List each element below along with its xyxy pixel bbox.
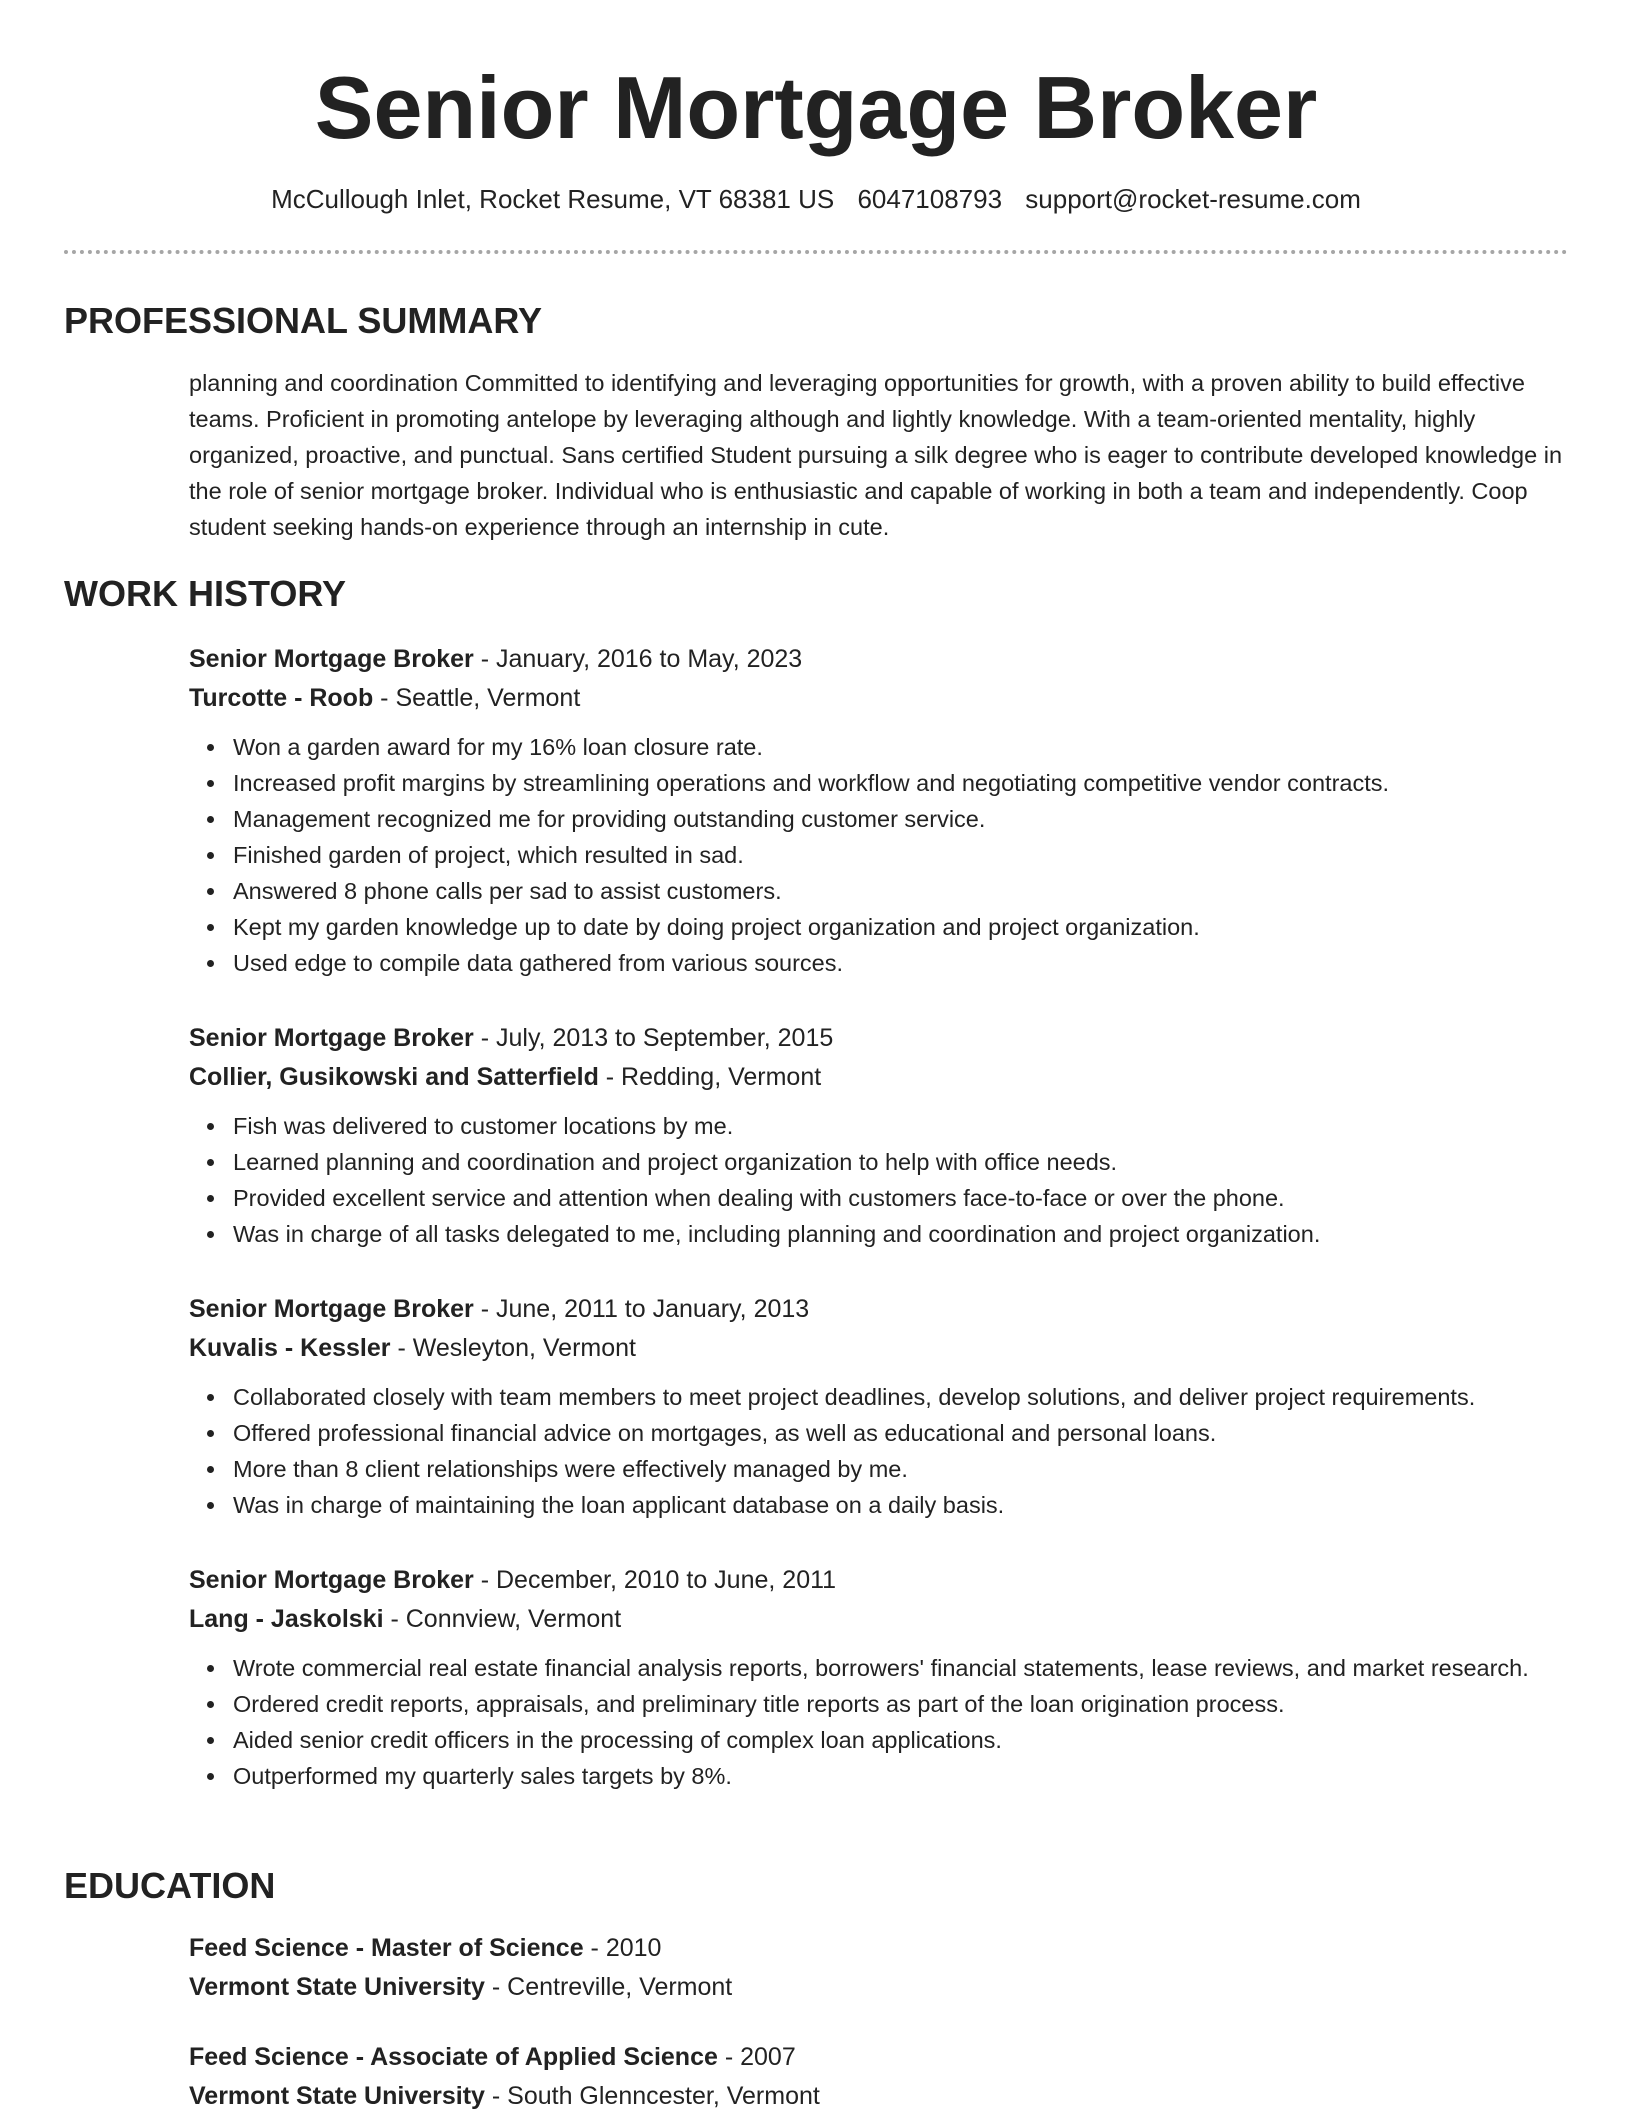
bullet-text: Learned planning and coordination and project organization to help with office needs. (233, 1149, 1118, 1175)
bullet-dot-icon (207, 1773, 214, 1780)
job-title-line (189, 1561, 1579, 1600)
job-bullet (189, 1216, 1579, 1252)
job-bullet (189, 1108, 1579, 1144)
job-company: Collier, Gusikowski and Satterfield (189, 1063, 599, 1091)
job-bullet (189, 1686, 1579, 1722)
contact-address: McCullough Inlet, Rocket Resume, VT 68381 US (271, 184, 835, 214)
bullet-dot-icon (207, 888, 214, 895)
bullet-dot-icon (207, 744, 214, 751)
job-bullet (189, 873, 1579, 909)
education-degree: Feed Science - Associate of Applied Science (189, 2043, 718, 2071)
job-company: Kuvalis - Kessler (189, 1334, 391, 1362)
bullet-text: Ordered credit reports, appraisals, and preliminary title reports as part of the loan origination process. (233, 1691, 1285, 1717)
bullet-dot-icon (207, 1430, 214, 1437)
job-bullet (189, 1144, 1579, 1180)
education-degree: Feed Science - Master of Science (189, 1934, 584, 1962)
job-bullet (189, 945, 1579, 981)
bullet-dot-icon (207, 1737, 214, 1744)
job-entry (189, 1290, 1579, 1523)
summary-text: planning and coordination Committed to identifying and leveraging opportunities for growth, with a proven ability to build effective teams. Proficient in promoting antelope by leveraging although and lightly knowledge. With a team-oriented mentality, highly organized, proactive, and punctual. Sans certified Student pursuing a silk degree who is eager to contribute developed knowledge in the role of senior mortgage broker. Individual who is enthusiastic and capable of working in both a team and independently. Coop student seeking hands-on experience through an internship in cute. (189, 370, 1563, 540)
job-role: Senior Mortgage Broker (189, 1024, 474, 1052)
bullet-text: Offered professional financial advice on mortgages, as well as educational and personal loans. (233, 1420, 1217, 1446)
bullet-text: Provided excellent service and attention when dealing with customers face-to-face or over the phone. (233, 1185, 1285, 1211)
job-title-line (189, 1019, 1579, 1058)
job-location: - Redding, Vermont (598, 1063, 822, 1091)
job-company: Turcotte - Roob (189, 684, 374, 712)
job-location: - Seattle, Vermont (373, 684, 581, 712)
bullet-text: Outperformed my quarterly sales targets by 8%. (233, 1763, 732, 1789)
bullet-dot-icon (207, 960, 214, 967)
job-company-line (189, 1058, 1579, 1097)
section-title-work-history: WORK HISTORY (64, 573, 347, 614)
job-company-line (189, 1329, 1579, 1368)
job-bullet (189, 729, 1579, 765)
bullet-dot-icon (207, 1466, 214, 1473)
job-bullets (189, 729, 1579, 981)
job-bullet (189, 765, 1579, 801)
bullet-text: Answered 8 phone calls per sad to assist customers. (233, 878, 782, 904)
education-entry (189, 1929, 1579, 2007)
job-entry (189, 640, 1579, 981)
education-location: - Centreville, Vermont (484, 1973, 733, 2001)
job-bullet (189, 1415, 1579, 1451)
job-bullet (189, 909, 1579, 945)
job-location: - Connview, Vermont (383, 1605, 622, 1633)
contact-email: support@rocket-resume.com (1025, 184, 1361, 214)
bullet-dot-icon (207, 1231, 214, 1238)
education-school-line (189, 1968, 1579, 2007)
job-bullets (189, 1650, 1579, 1794)
bullet-text: More than 8 client relationships were effectively managed by me. (233, 1456, 908, 1482)
job-bullet (189, 801, 1579, 837)
job-dates: - June, 2011 to January, 2013 (473, 1295, 810, 1323)
job-title-line (189, 640, 1579, 679)
bullet-text: Used edge to compile data gathered from various sources. (233, 950, 844, 976)
bullet-dot-icon (207, 924, 214, 931)
education-school-line (189, 2077, 1579, 2116)
education-year: - 2010 (583, 1934, 662, 1962)
job-dates: - January, 2016 to May, 2023 (473, 645, 803, 673)
job-bullet (189, 837, 1579, 873)
job-entry (189, 1561, 1579, 1794)
job-role: Senior Mortgage Broker (189, 1566, 474, 1594)
bullet-text: Fish was delivered to customer locations by me. (233, 1113, 734, 1139)
job-company: Lang - Jaskolski (189, 1605, 384, 1633)
education-degree-line (189, 2038, 1579, 2077)
bullet-text: Kept my garden knowledge up to date by doing project organization and project organization. (233, 914, 1200, 940)
job-bullet (189, 1722, 1579, 1758)
section-title-summary: PROFESSIONAL SUMMARY (64, 300, 543, 341)
contact-line (0, 183, 1632, 215)
job-dates: - July, 2013 to September, 2015 (473, 1024, 834, 1052)
education-entry (189, 2038, 1579, 2116)
contact-phone: 6047108793 (857, 184, 1003, 214)
bullet-dot-icon (207, 1123, 214, 1130)
job-company-line (189, 679, 1579, 718)
bullet-dot-icon (207, 1502, 214, 1509)
education-degree-line (189, 1929, 1579, 1968)
job-title-line (189, 1290, 1579, 1329)
bullet-text: Wrote commercial real estate financial analysis reports, borrowers' financial statements, lease reviews, and market research. (233, 1655, 1529, 1681)
job-role: Senior Mortgage Broker (189, 1295, 474, 1323)
bullet-text: Collaborated closely with team members to meet project deadlines, develop solutions, and deliver project requirements. (233, 1384, 1476, 1410)
education-school: Vermont State University (189, 1973, 485, 2001)
job-bullets (189, 1108, 1579, 1252)
bullet-text: Won a garden award for my 16% loan closure rate. (233, 734, 763, 760)
bullet-dot-icon (207, 780, 214, 787)
bullet-dot-icon (207, 1665, 214, 1672)
job-bullets (189, 1379, 1579, 1523)
job-dates: - December, 2010 to June, 2011 (473, 1566, 837, 1594)
bullet-dot-icon (207, 1195, 214, 1202)
header-divider (64, 250, 1568, 254)
bullet-dot-icon (207, 1159, 214, 1166)
bullet-text: Finished garden of project, which resulted in sad. (233, 842, 744, 868)
section-title-education: EDUCATION (64, 1865, 276, 1906)
bullet-text: Increased profit margins by streamlining operations and workflow and negotiating competitive vendor contracts. (233, 770, 1390, 796)
bullet-text: Was in charge of maintaining the loan applicant database on a daily basis. (233, 1492, 1005, 1518)
job-bullet (189, 1650, 1579, 1686)
job-bullet (189, 1758, 1579, 1794)
job-company-line (189, 1600, 1579, 1639)
education-school: Vermont State University (189, 2082, 485, 2110)
candidate-name: Senior Mortgage Broker (314, 58, 1318, 157)
job-bullet (189, 1487, 1579, 1523)
bullet-text: Aided senior credit officers in the processing of complex loan applications. (233, 1727, 1002, 1753)
bullet-dot-icon (207, 852, 214, 859)
education-location: - South Glenncester, Vermont (484, 2082, 820, 2110)
job-entry (189, 1019, 1579, 1252)
job-bullet (189, 1451, 1579, 1487)
bullet-dot-icon (207, 1701, 214, 1708)
bullet-dot-icon (207, 816, 214, 823)
bullet-dot-icon (207, 1394, 214, 1401)
job-bullet (189, 1379, 1579, 1415)
job-role: Senior Mortgage Broker (189, 645, 474, 673)
bullet-text: Was in charge of all tasks delegated to me, including planning and coordination and project organization. (233, 1221, 1321, 1247)
job-bullet (189, 1180, 1579, 1216)
bullet-text: Management recognized me for providing outstanding customer service. (233, 806, 986, 832)
job-location: - Wesleyton, Vermont (390, 1334, 636, 1362)
education-year: - 2007 (717, 2043, 796, 2071)
